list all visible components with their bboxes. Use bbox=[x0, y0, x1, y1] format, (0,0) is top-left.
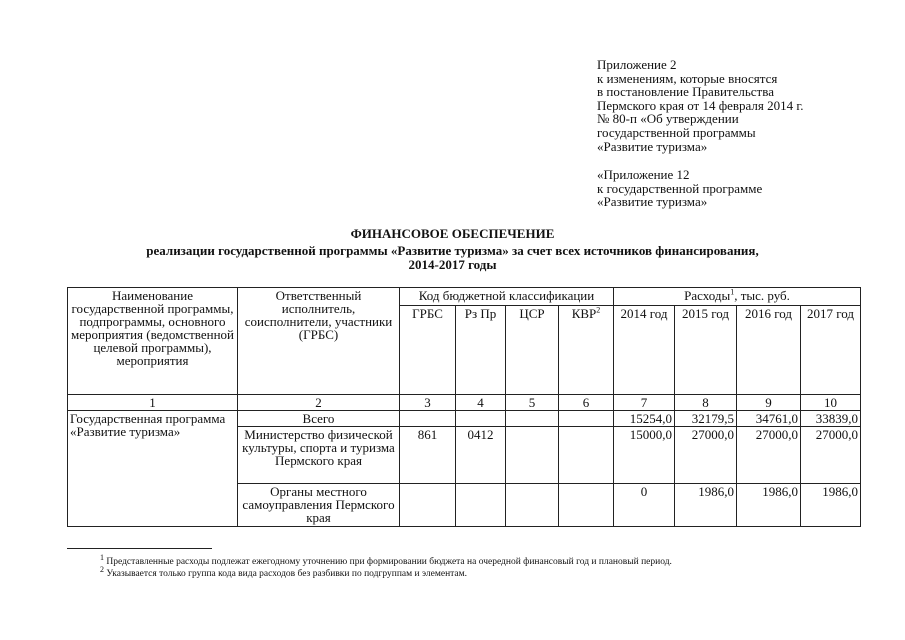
footnote-text: Представленные расходы подлежат ежегодному уточнению при формировании бюджета на очередной финансовый год и плановый период. bbox=[106, 557, 672, 567]
program-name-cell: Государственная программа «Развитие туризма» bbox=[68, 411, 238, 527]
subtitle-line-1: реализации государственной программы «Развитие туризма» за счет всех источников финансирования, bbox=[146, 243, 759, 258]
appendix-block bbox=[597, 58, 887, 209]
appendix-line: № 80-п «Об утверждении bbox=[597, 111, 739, 127]
header-grbs: ГРБС bbox=[400, 306, 456, 395]
col-number: 2 bbox=[238, 395, 400, 411]
value-2017-cell: 27000,0 bbox=[801, 427, 861, 484]
header-2015: 2015 год bbox=[675, 306, 737, 395]
col-number: 8 bbox=[675, 395, 737, 411]
appendix-line: к изменениям, которые вносятся bbox=[597, 70, 778, 86]
financing-table bbox=[67, 287, 861, 527]
expenses-label: Расходы bbox=[684, 288, 731, 303]
col-number: 5 bbox=[506, 395, 559, 411]
col-number: 4 bbox=[456, 395, 506, 411]
value-2015-cell: 1986,0 bbox=[675, 484, 737, 527]
appendix-line: «Развитие туризма» bbox=[597, 138, 708, 154]
kvr-cell bbox=[559, 427, 614, 484]
kvr-cell bbox=[559, 411, 614, 427]
table-row bbox=[68, 411, 861, 427]
col-number: 1 bbox=[68, 395, 238, 411]
document-subtitle bbox=[0, 244, 905, 272]
appendix-line: «Приложение 12 bbox=[597, 167, 690, 183]
appendix-line: Пермского края от 14 февраля 2014 г. bbox=[597, 97, 804, 113]
header-2014: 2014 год bbox=[614, 306, 675, 395]
value-2016-cell: 27000,0 bbox=[737, 427, 801, 484]
appendix-line: Приложение 2 bbox=[597, 57, 677, 72]
document-title: ФИНАНСОВОЕ ОБЕСПЕЧЕНИЕ bbox=[350, 226, 555, 241]
header-csr: ЦСР bbox=[506, 306, 559, 395]
subtitle-line-2: 2014-2017 годы bbox=[408, 257, 497, 272]
col-number: 9 bbox=[737, 395, 801, 411]
value-2014-cell: 15254,0 bbox=[614, 411, 675, 427]
appendix-line: к государственной программе bbox=[597, 180, 763, 196]
header-rzpr: Рз Пр bbox=[456, 306, 506, 395]
col-number: 6 bbox=[559, 395, 614, 411]
footnote-2 bbox=[100, 564, 672, 580]
footnotes bbox=[100, 552, 672, 580]
csr-cell bbox=[506, 411, 559, 427]
header-2017: 2017 год bbox=[801, 306, 861, 395]
footnote-mark: 2 bbox=[100, 564, 104, 574]
value-2015-cell: 32179,5 bbox=[675, 411, 737, 427]
value-2015-cell: 27000,0 bbox=[675, 427, 737, 484]
executor-cell: Всего bbox=[238, 411, 400, 427]
appendix-gap bbox=[597, 153, 887, 168]
footnote-ref-2: 2 bbox=[596, 305, 601, 315]
header-kvr bbox=[559, 306, 614, 395]
value-2017-cell: 33839,0 bbox=[801, 411, 861, 427]
footnote-separator bbox=[67, 548, 212, 549]
csr-cell bbox=[506, 427, 559, 484]
appendix-line: «Развитие туризма» bbox=[597, 194, 708, 210]
footnote-ref-1: 1 bbox=[730, 287, 735, 297]
col-number: 10 bbox=[801, 395, 861, 411]
value-2017-cell: 1986,0 bbox=[801, 484, 861, 527]
appendix-line: в постановление Правительства bbox=[597, 84, 774, 100]
executor-cell: Министерство физической культуры, спорта и туризма Пермского края bbox=[238, 427, 400, 484]
grbs-cell: 861 bbox=[400, 427, 456, 484]
executor-cell: Органы местного самоуправления Пермского края bbox=[238, 484, 400, 527]
value-2016-cell: 1986,0 bbox=[737, 484, 801, 527]
col-number: 3 bbox=[400, 395, 456, 411]
col-number: 7 bbox=[614, 395, 675, 411]
value-2014-cell: 0 bbox=[614, 484, 675, 527]
value-2016-cell: 34761,0 bbox=[737, 411, 801, 427]
column-number-row bbox=[68, 395, 861, 411]
header-expenses bbox=[614, 288, 861, 306]
value-2014-cell: 15000,0 bbox=[614, 427, 675, 484]
kvr-cell bbox=[559, 484, 614, 527]
rzpr-cell bbox=[456, 484, 506, 527]
footnote-text: Указывается только группа кода вида расходов без разбивки по подгруппам и элементам. bbox=[106, 569, 468, 579]
rzpr-cell: 0412 bbox=[456, 427, 506, 484]
grbs-cell bbox=[400, 411, 456, 427]
header-program-name: Наименование государственной программы, подпрограммы, основного мероприятия (ведомственной целевой программы), мероприятия bbox=[68, 288, 238, 395]
grbs-cell bbox=[400, 484, 456, 527]
csr-cell bbox=[506, 484, 559, 527]
header-executor: Ответственный исполнитель, соисполнители, участники (ГРБС) bbox=[238, 288, 400, 395]
rzpr-cell bbox=[456, 411, 506, 427]
footnote-mark: 1 bbox=[100, 552, 104, 562]
expenses-unit: , тыс. руб. bbox=[734, 288, 790, 303]
kvr-label: КВР bbox=[571, 306, 597, 321]
header-2016: 2016 год bbox=[737, 306, 801, 395]
footnote-1 bbox=[100, 552, 672, 568]
header-budget-code: Код бюджетной классификации bbox=[400, 288, 614, 306]
appendix-line: государственной программы bbox=[597, 124, 756, 140]
